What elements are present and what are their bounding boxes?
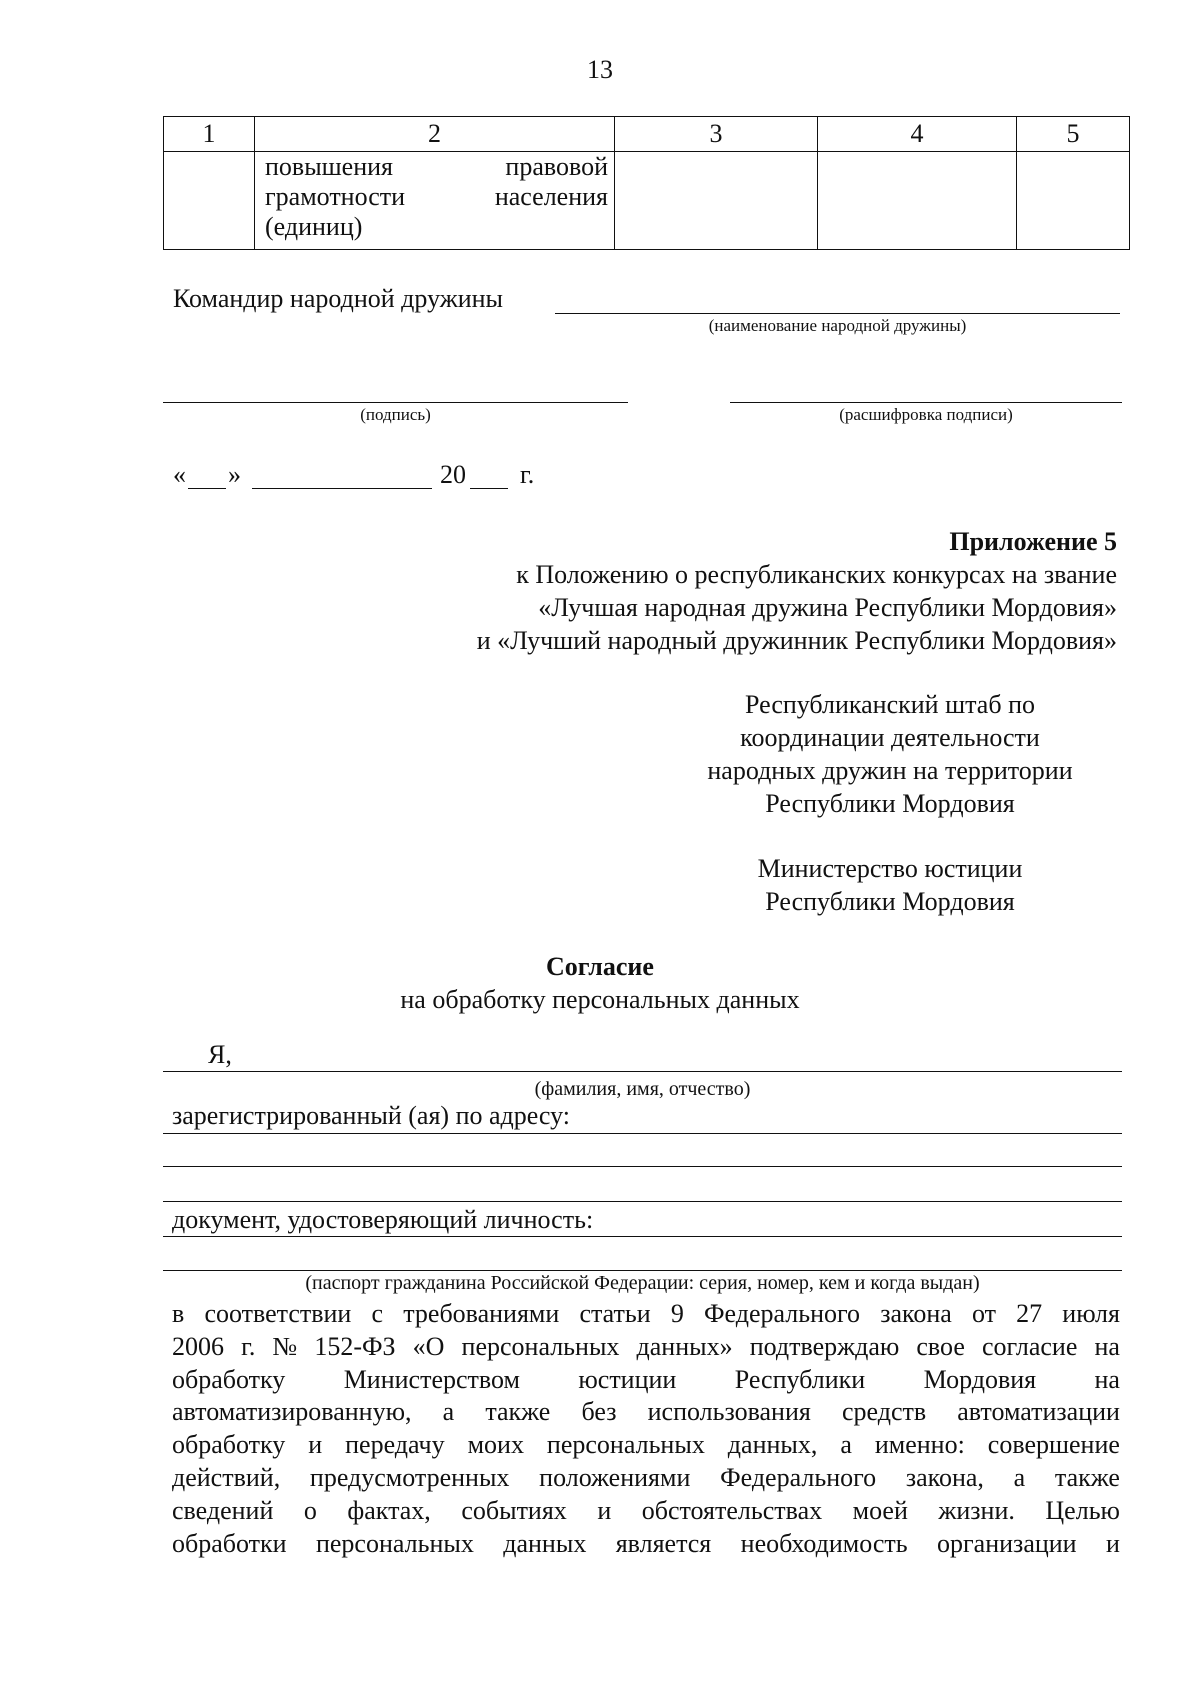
page-number: 13 — [587, 55, 613, 84]
appendix-title: Приложение 5 — [949, 527, 1117, 556]
body-word: а — [1013, 1462, 1026, 1492]
addressee-line: народных дружин на территории — [707, 756, 1073, 785]
body-word: «О — [412, 1331, 445, 1361]
body-word: на — [1094, 1331, 1120, 1361]
body-word: без — [581, 1397, 617, 1427]
table-header-cell: 4 — [818, 117, 1017, 152]
cell-line: (единиц) — [265, 212, 363, 241]
body-word: обстоятельствах — [641, 1495, 823, 1525]
date-month-field[interactable] — [252, 488, 432, 489]
body-word: № — [272, 1331, 298, 1361]
consent-body — [172, 1298, 1120, 1560]
body-word: статьи — [579, 1299, 651, 1328]
table-header-row — [164, 117, 1130, 152]
body-word: событиях — [461, 1495, 567, 1525]
body-word: о — [303, 1495, 317, 1525]
body-word: именно: — [874, 1430, 965, 1460]
date-year-field[interactable] — [470, 488, 508, 489]
fio-field[interactable] — [163, 1071, 1122, 1072]
addressee-line: Республики Мордовия — [765, 789, 1015, 818]
body-word: передачу — [345, 1430, 445, 1460]
body-word: моих — [467, 1430, 524, 1460]
body-word: положениями — [539, 1462, 691, 1492]
body-word: а — [442, 1397, 455, 1427]
body-word: с — [371, 1299, 384, 1328]
body-word: обработку — [172, 1364, 286, 1394]
address-field-line-2[interactable] — [163, 1166, 1122, 1167]
body-word: и — [1106, 1528, 1120, 1558]
cell-line: грамотности населения — [265, 182, 608, 211]
body-word: 2006 — [172, 1331, 224, 1361]
body-word: 9 — [670, 1299, 684, 1328]
body-word: согласие — [981, 1331, 1078, 1361]
body-word: и — [597, 1495, 612, 1525]
body-word: совершение — [987, 1430, 1120, 1460]
appendix-line: «Лучшая народная дружина Республики Мордовия» — [538, 593, 1117, 622]
body-word: данных» — [636, 1331, 733, 1361]
body-word: и — [308, 1430, 323, 1460]
commander-label: Командир народной дружины — [173, 284, 503, 313]
body-word: Республики — [734, 1364, 866, 1394]
body-word: персональных — [546, 1430, 705, 1460]
body-word: сведений — [172, 1495, 274, 1525]
document-label: документ, удостоверяющий личность: — [172, 1205, 594, 1234]
body-word: свое — [916, 1331, 965, 1361]
body-word: от — [971, 1299, 996, 1328]
body-word: моей — [852, 1495, 908, 1525]
table-header-cell: 2 — [255, 117, 615, 152]
body-word: организации — [937, 1528, 1077, 1558]
body-line — [172, 1364, 1120, 1397]
body-line — [172, 1429, 1120, 1462]
body-word: необходимость — [740, 1528, 908, 1558]
appendix-line: к Положению о республиканских конкурсах на звание — [516, 560, 1117, 589]
table-header-cell: 5 — [1017, 117, 1130, 152]
body-word: закона — [880, 1299, 952, 1328]
body-word: 27 — [1016, 1299, 1043, 1328]
body-word: в — [172, 1299, 185, 1328]
i-label: Я, — [208, 1040, 232, 1069]
body-word: автоматизации — [957, 1397, 1120, 1427]
body-word: автоматизированную, — [172, 1397, 412, 1427]
body-word: на — [1094, 1364, 1120, 1394]
body-line — [172, 1298, 1120, 1331]
body-word: данных — [503, 1528, 587, 1558]
body-word: Целью — [1045, 1495, 1120, 1525]
body-line — [172, 1495, 1120, 1528]
passport-caption: (паспорт гражданина Российской Федерации: серия, номер, кем и когда выдан) — [305, 1272, 980, 1294]
body-word: персональных — [315, 1528, 474, 1558]
table-row — [164, 152, 1130, 250]
body-line — [172, 1462, 1120, 1495]
document-field-line-1[interactable] — [163, 1236, 1122, 1237]
signature-field[interactable] — [163, 402, 628, 403]
body-word: июля — [1062, 1299, 1120, 1328]
body-word: Федерального — [704, 1299, 861, 1328]
fio-caption: (фамилия, имя, отчество) — [534, 1078, 751, 1100]
addressee-line: координации деятельности — [740, 723, 1040, 752]
signature-decode-caption: (расшифровка подписи) — [839, 405, 1013, 424]
address-field-line-1[interactable] — [163, 1133, 1122, 1134]
body-word: использования — [647, 1397, 811, 1427]
body-word: данных, — [727, 1430, 818, 1460]
body-word: подтверждаю — [749, 1331, 900, 1361]
cell-line: повышения правовой — [265, 152, 608, 181]
addressee-line: Республиканский штаб по — [745, 690, 1035, 719]
date-close-quote: » — [228, 460, 241, 489]
body-word: предусмотренных — [309, 1462, 510, 1492]
body-word: г. — [241, 1331, 256, 1361]
indicators-table — [163, 116, 1130, 250]
body-word: юстиции — [578, 1364, 677, 1394]
body-line — [172, 1528, 1120, 1561]
body-word: жизни. — [938, 1495, 1015, 1525]
signature-caption: (подпись) — [360, 405, 431, 424]
body-word: а — [840, 1430, 852, 1460]
signature-decode-field[interactable] — [730, 402, 1122, 403]
body-word: также — [485, 1397, 551, 1427]
body-word: закона, — [905, 1462, 984, 1492]
body-word: фактах, — [347, 1495, 431, 1525]
body-word: требованиями — [403, 1299, 560, 1328]
body-word: Федерального — [720, 1462, 877, 1492]
address-field-line-3[interactable] — [163, 1201, 1122, 1202]
body-word: действий, — [172, 1462, 281, 1492]
table-cell-indicator-name — [255, 152, 615, 250]
squad-name-caption: (наименование народной дружины) — [708, 316, 967, 335]
body-word: является — [615, 1528, 712, 1558]
body-word: персональных — [461, 1331, 620, 1361]
date-year-prefix: 20 — [440, 460, 466, 489]
body-word: соответствии — [204, 1299, 352, 1328]
table-cell — [1017, 152, 1130, 250]
date-suffix: г. — [520, 460, 535, 489]
appendix-line: и «Лучший народный дружинник Республики Мордовия» — [476, 626, 1117, 655]
consent-subtitle: на обработку персональных данных — [400, 985, 800, 1014]
body-word: средств — [841, 1397, 927, 1427]
table-header-cell: 3 — [615, 117, 818, 152]
body-word: Мордовия — [923, 1364, 1037, 1394]
body-word: также — [1054, 1462, 1120, 1492]
table-header-cell: 1 — [164, 117, 255, 152]
addressee-line: Министерство юстиции — [757, 854, 1023, 883]
body-line — [172, 1331, 1120, 1364]
table-cell — [164, 152, 255, 250]
date-open-quote: « — [173, 460, 186, 489]
date-day-field[interactable] — [188, 488, 226, 489]
table-cell — [615, 152, 818, 250]
body-line — [172, 1396, 1120, 1429]
table-cell — [818, 152, 1017, 250]
address-label: зарегистрированный (ая) по адресу: — [172, 1101, 571, 1130]
body-word: 152-ФЗ — [314, 1331, 396, 1361]
consent-title: Согласие — [546, 952, 654, 981]
body-word: обработки — [172, 1528, 287, 1558]
addressee-line: Республики Мордовия — [765, 887, 1015, 916]
body-word: обработку — [172, 1430, 286, 1460]
squad-name-field[interactable] — [555, 313, 1120, 314]
body-word: Министерством — [343, 1364, 520, 1394]
